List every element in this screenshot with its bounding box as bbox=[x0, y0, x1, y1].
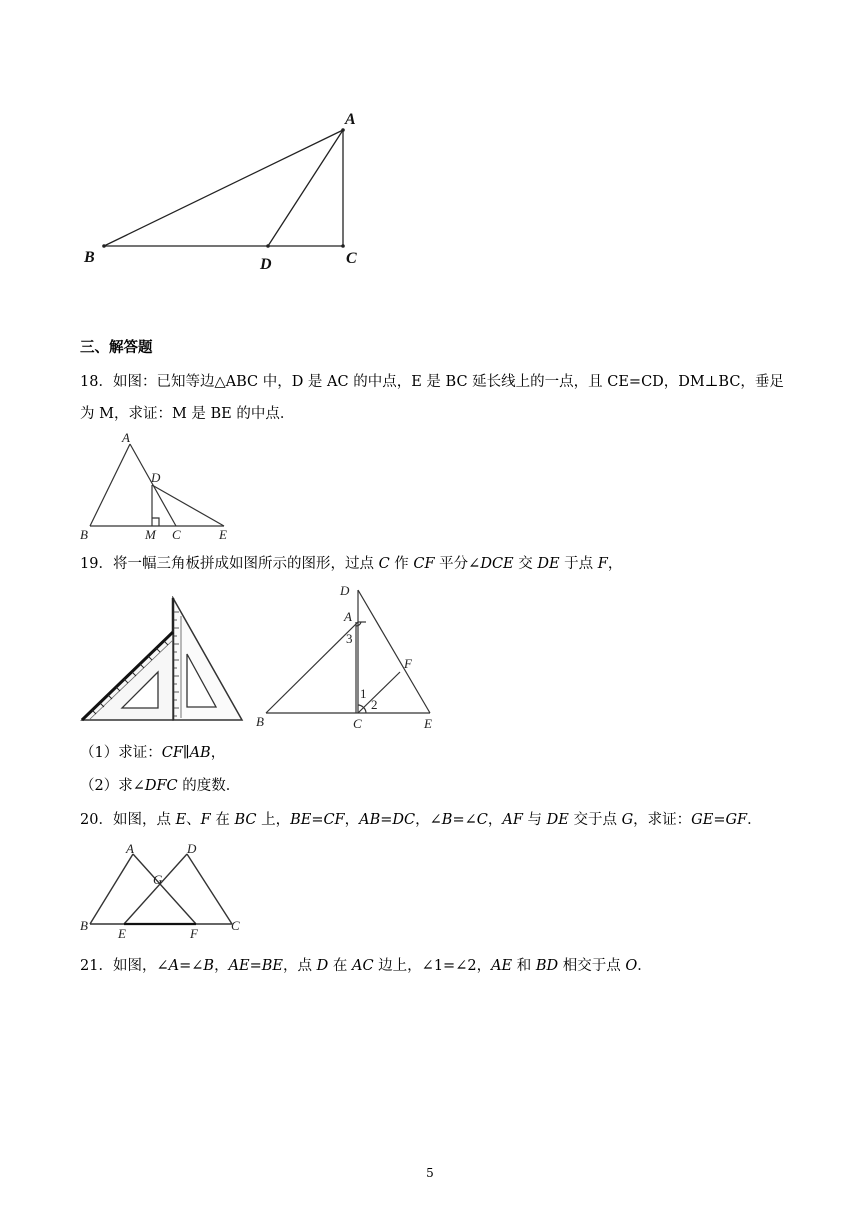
q19-sub1: （1）求证：CF∥AB， bbox=[80, 745, 226, 761]
q20-label-f: F bbox=[190, 926, 198, 941]
q20-label-e: E bbox=[118, 926, 126, 941]
q19-line: 19．将一幅三角板拼成如图所示的图形，过点 C 作 CF 平分∠DCE 交 DE 于点 F， bbox=[80, 556, 623, 572]
q18-label-c: C bbox=[172, 527, 181, 542]
q19-label-b: B bbox=[256, 714, 264, 729]
q19-angle-2: 2 bbox=[371, 697, 378, 712]
q18-label-m: M bbox=[145, 527, 156, 542]
q20-label-a: A bbox=[126, 841, 134, 856]
q18-line2: 为 M，求证：M 是 BE 的中点． bbox=[80, 406, 295, 422]
q19-figure bbox=[252, 578, 442, 730]
q19-label-c: C bbox=[353, 716, 362, 730]
section-title: 三、解答题 bbox=[80, 339, 153, 356]
q18-line1: 18．如图：已知等边△ABC 中，D 是 AC 的中点，E 是 BC 延长线上的一点，且 CE=CD，DM⊥BC，垂足 bbox=[80, 374, 784, 390]
q20-label-c: C bbox=[231, 918, 240, 933]
q19-label-a: A bbox=[344, 609, 352, 624]
q18-label-b: B bbox=[80, 527, 88, 542]
label-c: C bbox=[346, 250, 357, 267]
q18-figure bbox=[76, 428, 246, 544]
q18-label-d: D bbox=[151, 470, 161, 485]
q20-figure bbox=[76, 838, 252, 942]
top-triangle-figure bbox=[70, 100, 390, 280]
q18-label-e: E bbox=[219, 527, 227, 542]
q19-angle-1: 1 bbox=[360, 686, 367, 701]
q20-label-d: D bbox=[187, 841, 197, 856]
page-number: 5 bbox=[426, 1166, 434, 1180]
q18-label-a: A bbox=[122, 430, 130, 445]
q20-label-g: G bbox=[153, 872, 163, 887]
q19-label-f: F bbox=[404, 656, 412, 671]
q19-label-e: E bbox=[424, 716, 432, 730]
label-d: D bbox=[260, 256, 272, 273]
set-squares-picture bbox=[80, 596, 246, 724]
label-a: A bbox=[345, 111, 356, 128]
q20-label-b: B bbox=[80, 918, 88, 933]
q19-label-d: D bbox=[340, 583, 350, 598]
q19-sub2: （2）求∠DFC 的度数． bbox=[80, 778, 241, 794]
label-b: B bbox=[84, 249, 95, 266]
q20-line: 20．如图，点 E、F 在 BC 上，BE=CF，AB=DC，∠B=∠C，AF 与 DE 交于点 G，求证：GE=GF． bbox=[80, 812, 762, 828]
q21-line: 21．如图，∠A=∠B，AE=BE，点 D 在 AC 边上，∠1=∠2，AE 和 BD 相交于点 O． bbox=[80, 958, 652, 974]
q19-angle-3: 3 bbox=[346, 631, 353, 646]
